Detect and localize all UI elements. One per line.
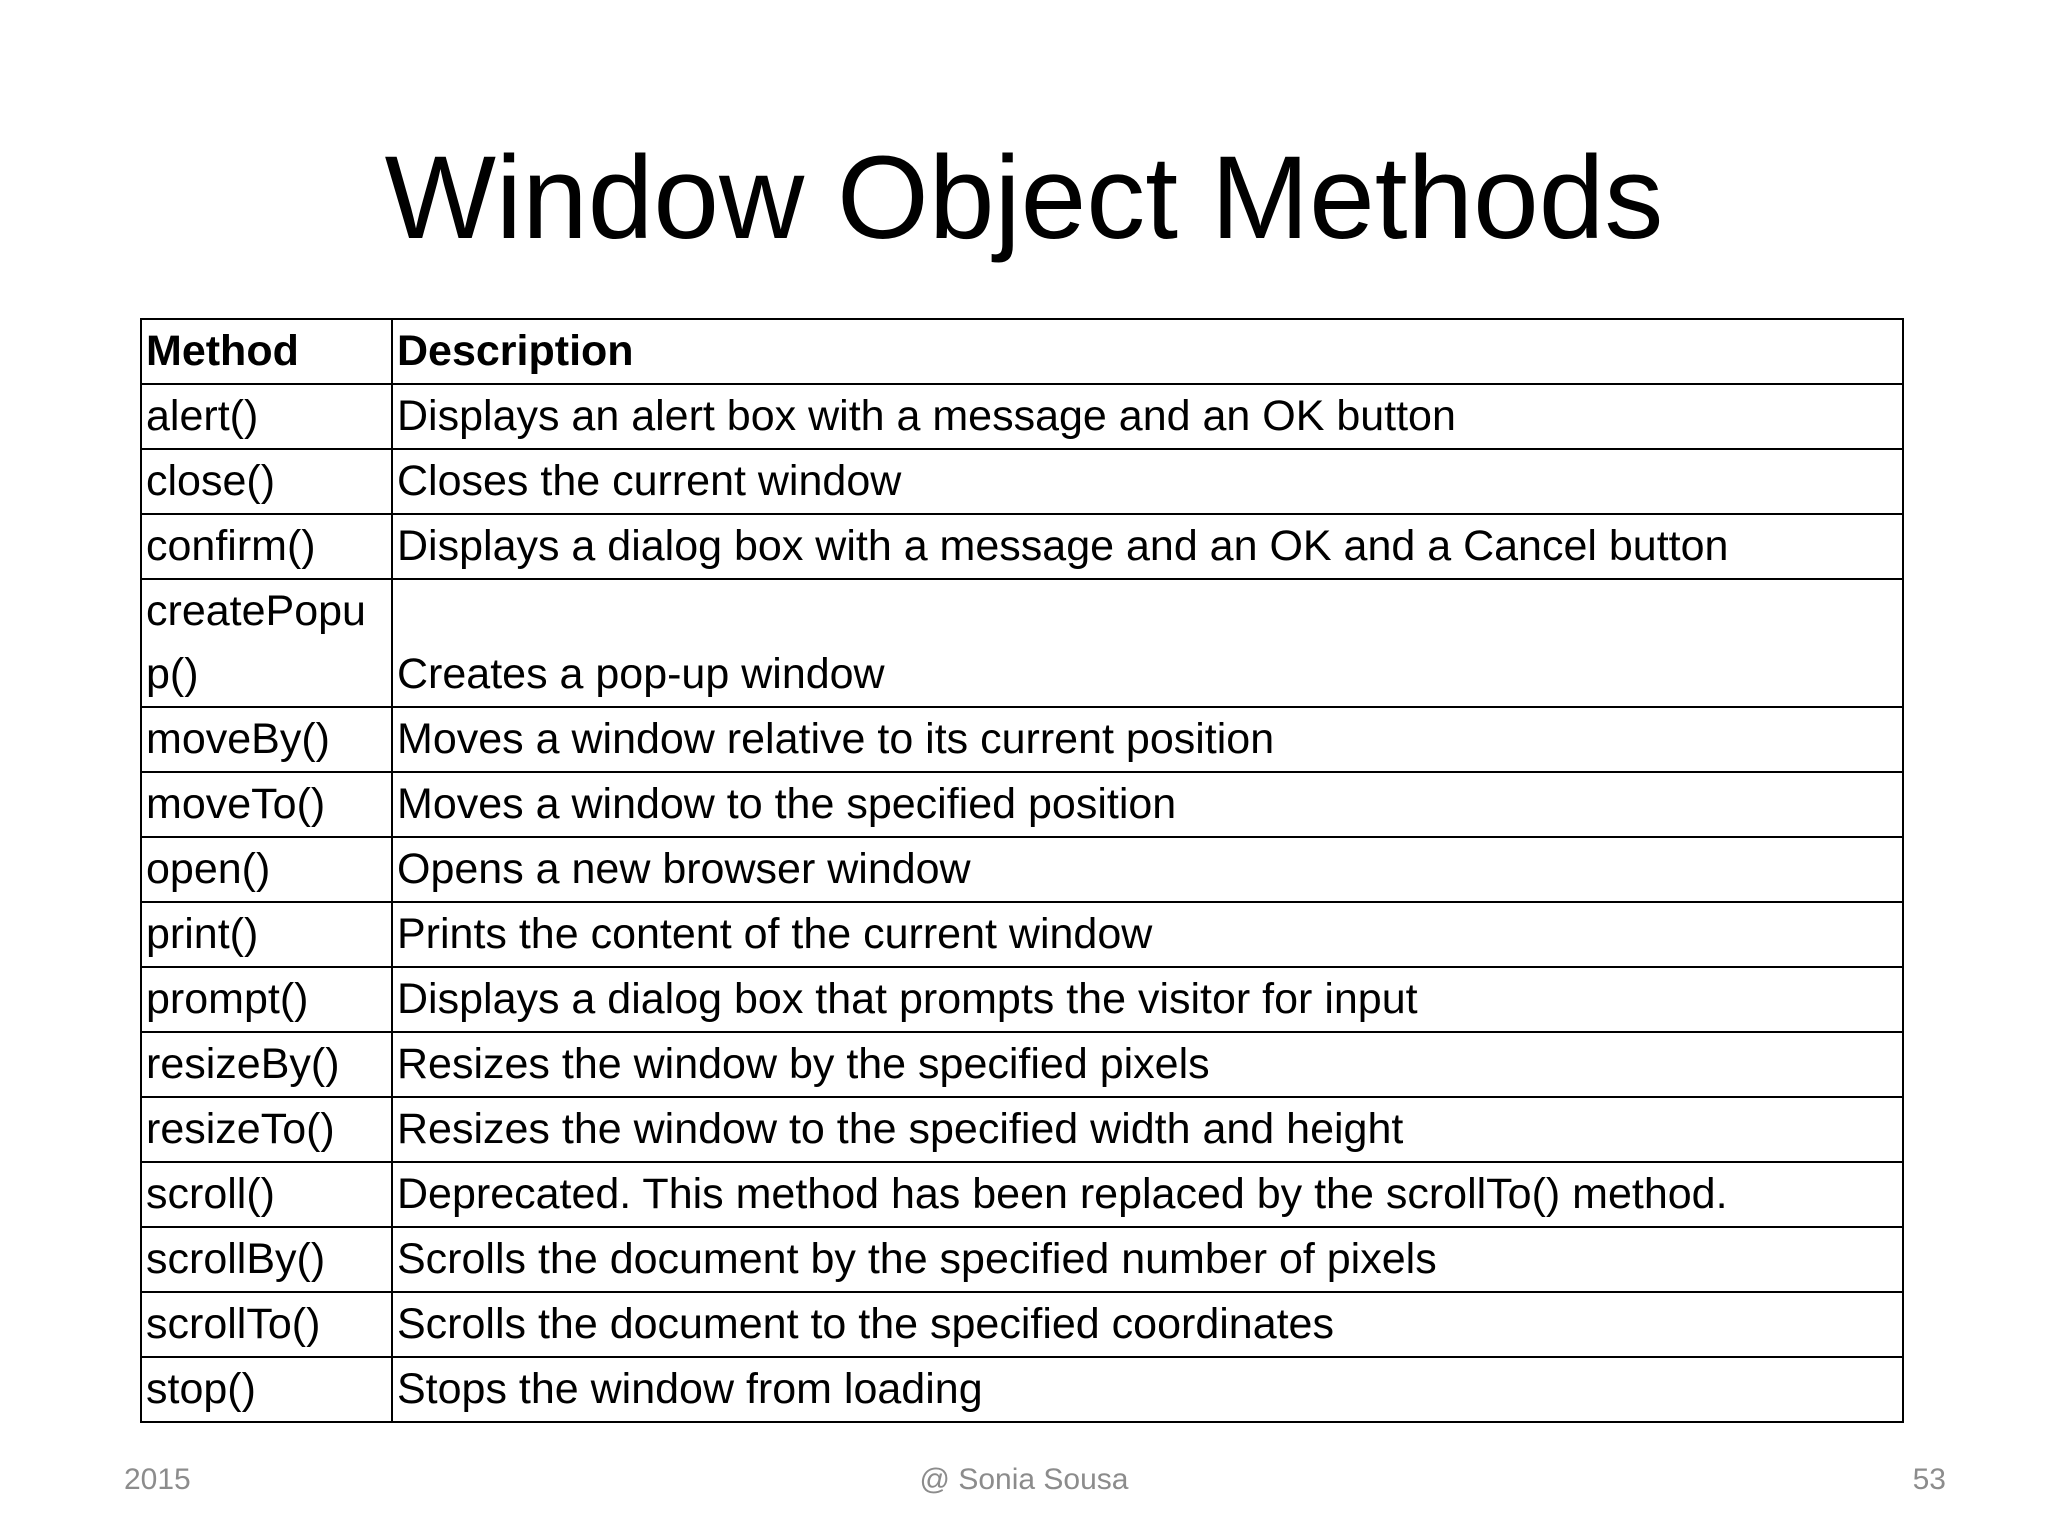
method-cell: print() (141, 902, 392, 967)
description-cell: Moves a window relative to its current position (392, 707, 1903, 772)
method-cell: confirm() (141, 514, 392, 579)
description-column-header: Description (392, 319, 1903, 384)
description-cell: Moves a window to the specified position (392, 772, 1903, 837)
description-cell: Resizes the window by the specified pixels (392, 1032, 1903, 1097)
method-cell: scrollTo() (141, 1292, 392, 1357)
table-row (141, 707, 1903, 772)
table-row (141, 1162, 1903, 1227)
table-row (141, 1357, 1903, 1422)
method-cell: alert() (141, 384, 392, 449)
table-row (141, 772, 1903, 837)
table-row (141, 449, 1903, 514)
table-row (141, 514, 1903, 579)
description-cell: Resizes the window to the specified width and height (392, 1097, 1903, 1162)
description-cell: Scrolls the document to the specified coordinates (392, 1292, 1903, 1357)
method-cell: stop() (141, 1357, 392, 1422)
table-row (141, 384, 1903, 449)
method-cell: scroll() (141, 1162, 392, 1227)
table-row (141, 1227, 1903, 1292)
table-row (141, 967, 1903, 1032)
table-row (141, 579, 1903, 707)
table-row (141, 837, 1903, 902)
method-cell: close() (141, 449, 392, 514)
slide-number: 53 (1912, 1463, 1946, 1496)
method-cell: moveTo() (141, 772, 392, 837)
method-column-header: Method (141, 319, 392, 384)
description-cell: Closes the current window (392, 449, 1903, 514)
table-row (141, 902, 1903, 967)
description-cell: Opens a new browser window (392, 837, 1903, 902)
method-cell: moveBy() (141, 707, 392, 772)
method-cell: open() (141, 837, 392, 902)
table-row (141, 1032, 1903, 1097)
description-cell: Scrolls the document by the specified number of pixels (392, 1227, 1903, 1292)
description-cell: Displays an alert box with a message and an OK button (392, 384, 1903, 449)
description-cell: Prints the content of the current window (392, 902, 1903, 967)
table-row (141, 1097, 1903, 1162)
method-cell: resizeBy() (141, 1032, 392, 1097)
slide-title: Window Object Methods (384, 132, 1664, 264)
table-header-row (141, 319, 1903, 384)
description-cell: Displays a dialog box that prompts the visitor for input (392, 967, 1903, 1032)
methods-table (140, 318, 1904, 1423)
description-cell: Stops the window from loading (392, 1357, 1903, 1422)
description-cell: Creates a pop-up window (392, 579, 1903, 707)
method-cell: scrollBy() (141, 1227, 392, 1292)
method-cell: createPopup() (141, 579, 392, 707)
footer-author: @ Sonia Sousa (919, 1463, 1129, 1496)
method-cell: prompt() (141, 967, 392, 1032)
table-row (141, 1292, 1903, 1357)
method-cell: resizeTo() (141, 1097, 392, 1162)
footer-year: 2015 (124, 1463, 191, 1496)
description-cell: Displays a dialog box with a message and an OK and a Cancel button (392, 514, 1903, 579)
description-cell: Deprecated. This method has been replaced by the scrollTo() method. (392, 1162, 1903, 1227)
